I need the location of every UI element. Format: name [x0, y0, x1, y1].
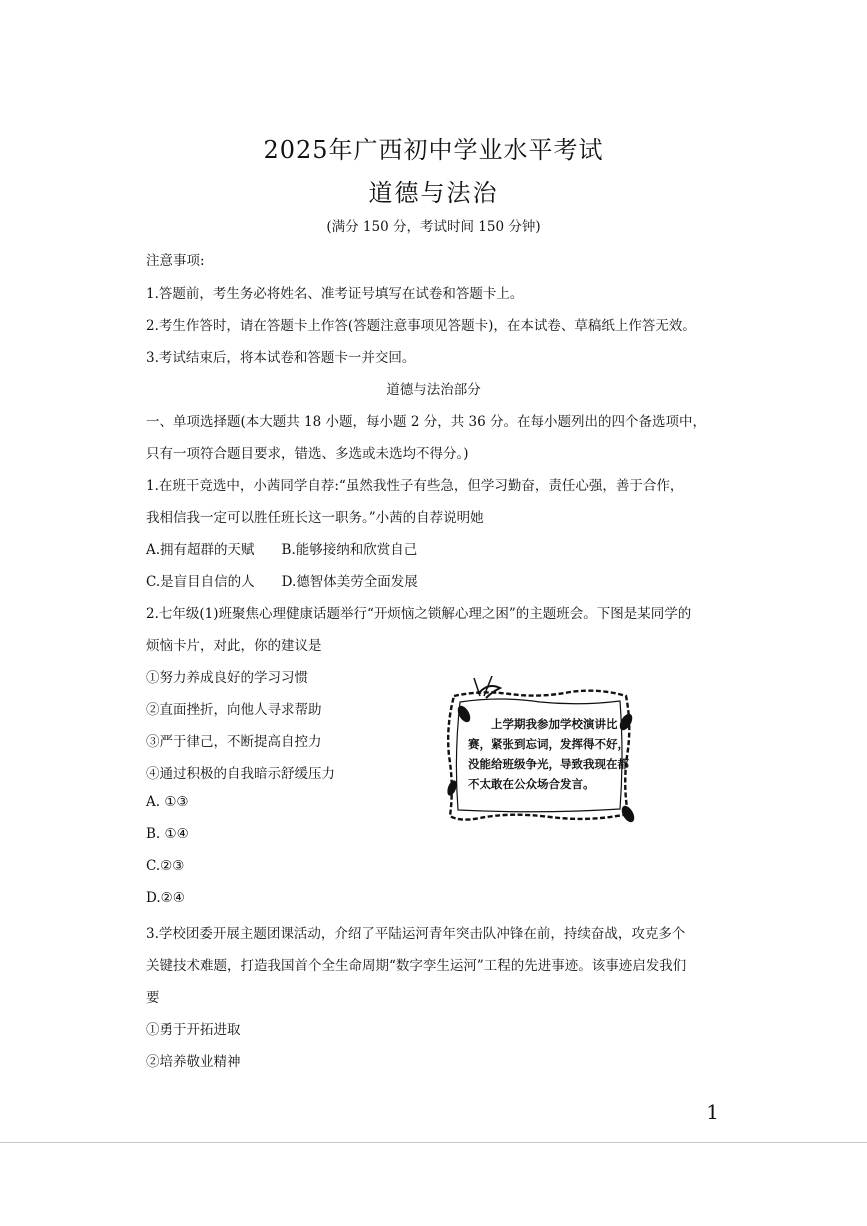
- part-instructions-line1: 一、单项选择题(本大题共 18 小题，每小题 2 分，共 36 分。在每小题列出的四个备选项中，: [146, 414, 706, 430]
- q2-option-c: C.②③: [146, 858, 185, 874]
- q3-stem-line2: 关键技术难题，打造我国首个全生命周期“数字孪生运河”工程的先进事迹。该事迹启发我们: [146, 958, 687, 974]
- worry-card-text: 上学期我参加学校演讲比赛，紧张到忘词，发挥得不好，没能给班级争光，导致我现在都不太敢在公众场合发言。: [468, 717, 629, 791]
- q2-option-a: A. ①③: [146, 794, 189, 810]
- exam-info: (满分 150 分，考试时间 150 分钟): [326, 219, 541, 235]
- note-item-3: 3.考试结束后，将本试卷和答题卡一并交回。: [146, 350, 416, 366]
- part-instructions-line2: 只有一项符合题目要求，错选、多选或未选均不得分。): [146, 446, 469, 462]
- q2-stem-line2: 烦恼卡片，对此，你的建议是: [146, 638, 322, 654]
- q3-statement-2: ②培养敬业精神: [146, 1054, 241, 1070]
- section-title: 道德与法治部分: [386, 382, 481, 398]
- exam-title: 2025年广西初中学业水平考试: [263, 136, 604, 164]
- worry-card: [440, 676, 636, 826]
- notes-heading: 注意事项:: [146, 253, 205, 269]
- q2-statement-1: ①努力养成良好的学习习惯: [146, 670, 308, 686]
- q3-stem-line3: 要: [146, 990, 160, 1006]
- q2-stem-line1: 2.七年级(1)班聚焦心理健康话题举行“开烦恼之锁解心理之困”的主题班会。下图是某同学的: [146, 606, 692, 622]
- q1-stem-line1: 1.在班干竞选中，小茜同学自荐:“虽然我性子有些急，但学习勤奋，责任心强，善于合作，: [146, 478, 684, 494]
- q2-option-b: B. ①④: [146, 826, 189, 842]
- q2-statement-3: ③严于律己，不断提高自控力: [146, 734, 322, 750]
- q2-option-d: D.②④: [146, 890, 185, 906]
- q3-statement-1: ①勇于开拓进取: [146, 1022, 241, 1038]
- q1-options-row2: C.是盲目自信的人 D.德智体美劳全面发展: [146, 574, 418, 590]
- note-item-1: 1.答题前，考生务必将姓名、准考证号填写在试卷和答题卡上。: [146, 286, 524, 302]
- exam-subject: 道德与法治: [368, 179, 499, 207]
- q2-statement-2: ②直面挫折，向他人寻求帮助: [146, 702, 322, 718]
- q3-stem-line1: 3.学校团委开展主题团课活动，介绍了平陆运河青年突击队冲锋在前，持续奋战，攻克多个: [146, 926, 686, 942]
- page-divider: [0, 1142, 867, 1143]
- page-number: 1: [706, 1100, 719, 1124]
- note-item-2: 2.考生作答时，请在答题卡上作答(答题注意事项见答题卡)，在本试卷、草稿纸上作答无效。: [146, 318, 696, 334]
- q1-options-row1: A.拥有超群的天赋 B.能够接纳和欣赏自己: [146, 542, 418, 558]
- q2-statement-4: ④通过积极的自我暗示舒缓压力: [146, 766, 335, 782]
- q1-stem-line2: 我相信我一定可以胜任班长这一职务。”小茜的自荐说明她: [146, 510, 484, 526]
